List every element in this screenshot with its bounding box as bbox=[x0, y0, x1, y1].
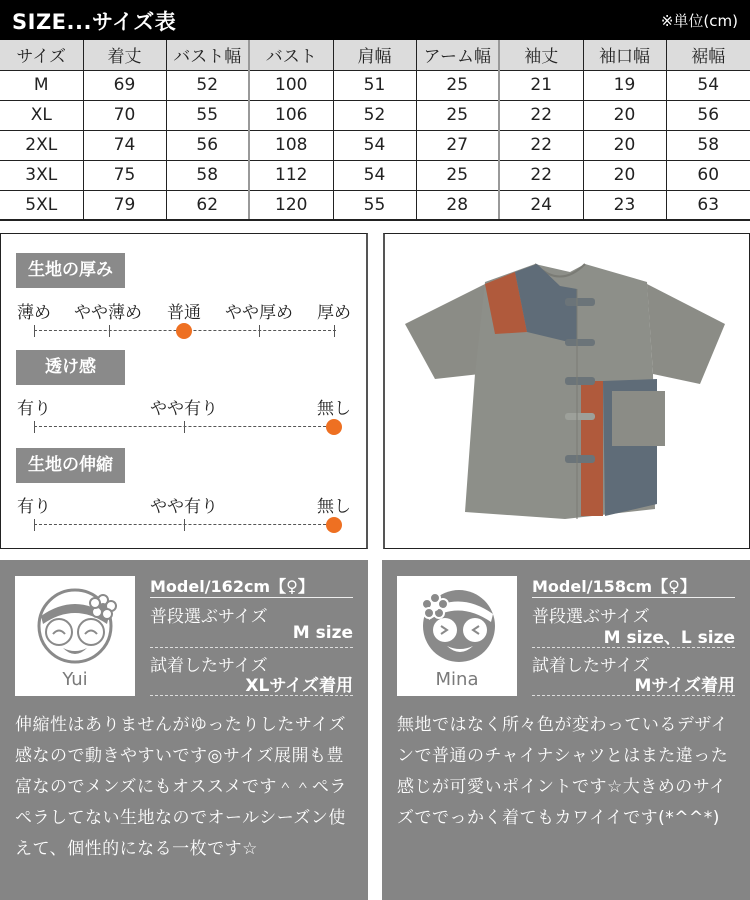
table-cell: 51 bbox=[333, 70, 416, 100]
stretch-label: 生地の伸縮 bbox=[16, 448, 125, 483]
product-photo bbox=[383, 233, 750, 549]
table-cell: 24 bbox=[499, 190, 583, 220]
usual-size-label: 普段選ぶサイズ bbox=[150, 607, 268, 627]
stretch-scale bbox=[1, 492, 367, 517]
model-comment: 伸縮性はありませんがゆったりしたサイズ感なので動きやすいです◎サイズ展開も豊富なのでメンズにもオススメです＾＾ペラペラしてない生地なのでオールシーズン使えて、個性的になる一枚です☆ bbox=[15, 715, 347, 859]
table-cell: 21 bbox=[499, 70, 583, 100]
table-cell: 112 bbox=[249, 160, 333, 190]
column-header: バスト幅 bbox=[166, 40, 249, 70]
table-cell: 22 bbox=[499, 100, 583, 130]
table-cell: 62 bbox=[166, 190, 249, 220]
divider bbox=[532, 647, 735, 648]
column-header: 着丈 bbox=[83, 40, 166, 70]
table-cell: 5XL bbox=[0, 190, 83, 220]
divider bbox=[150, 647, 353, 648]
table-cell: 25 bbox=[416, 160, 499, 190]
table-cell: 106 bbox=[249, 100, 333, 130]
shirt-image bbox=[385, 234, 749, 547]
scale-word: 普通 bbox=[167, 303, 201, 323]
table-cell: 108 bbox=[249, 130, 333, 160]
scale-word: 有り bbox=[17, 497, 51, 517]
divider bbox=[150, 597, 353, 598]
scale-word: やや有り bbox=[150, 497, 218, 517]
table-row bbox=[0, 100, 750, 130]
table-cell: 58 bbox=[166, 160, 249, 190]
scale-word: やや厚め bbox=[225, 303, 293, 323]
table-cell: 55 bbox=[333, 190, 416, 220]
thickness-meter bbox=[34, 325, 336, 337]
table-cell: 54 bbox=[333, 130, 416, 160]
table-row bbox=[0, 160, 750, 190]
page-title: SIZE...サイズ表 bbox=[12, 10, 177, 34]
table-cell: 3XL bbox=[0, 160, 83, 190]
usual-size-value: M size bbox=[292, 623, 353, 643]
stretch-indicator-dot bbox=[326, 517, 342, 533]
table-cell: 27 bbox=[416, 130, 499, 160]
table-cell: 20 bbox=[583, 100, 666, 130]
fabric-properties-panel bbox=[0, 233, 368, 549]
model-card-yui bbox=[0, 560, 368, 900]
column-header: バスト bbox=[249, 40, 333, 70]
scale-word: 無し bbox=[317, 497, 351, 517]
column-header: 袖口幅 bbox=[583, 40, 666, 70]
unit-note: ※単位(cm) bbox=[660, 12, 738, 30]
table-cell: M bbox=[0, 70, 83, 100]
divider bbox=[532, 597, 735, 598]
scale-word: 無し bbox=[317, 399, 351, 419]
scale-word: やや有り bbox=[150, 399, 218, 419]
model-height: Model/158cm【♀】 bbox=[532, 577, 696, 596]
size-table bbox=[0, 40, 750, 221]
table-cell: 22 bbox=[499, 160, 583, 190]
table-cell: 56 bbox=[666, 100, 750, 130]
transparency-meter bbox=[34, 421, 336, 433]
table-cell: 100 bbox=[249, 70, 333, 100]
table-row bbox=[0, 190, 750, 220]
table-cell: 20 bbox=[583, 130, 666, 160]
model-name: Mina bbox=[435, 669, 479, 690]
table-cell: 23 bbox=[583, 190, 666, 220]
table-row bbox=[0, 70, 750, 100]
thickness-indicator-dot bbox=[176, 323, 192, 339]
size-chart-header bbox=[0, 0, 750, 40]
usual-size-value: M size、L size bbox=[603, 628, 735, 648]
table-row bbox=[0, 130, 750, 160]
winking-face-icon bbox=[415, 582, 499, 666]
table-cell: 56 bbox=[166, 130, 249, 160]
table-cell: 60 bbox=[666, 160, 750, 190]
transparency-label: 透け感 bbox=[16, 350, 125, 385]
table-cell: 120 bbox=[249, 190, 333, 220]
transparency-indicator-dot bbox=[326, 419, 342, 435]
table-cell: 22 bbox=[499, 130, 583, 160]
table-cell: 2XL bbox=[0, 130, 83, 160]
table-cell: 75 bbox=[83, 160, 166, 190]
scale-word: 薄め bbox=[17, 303, 51, 323]
column-header: サイズ bbox=[0, 40, 83, 70]
column-header: 裾幅 bbox=[666, 40, 750, 70]
column-header: 肩幅 bbox=[333, 40, 416, 70]
table-cell: 25 bbox=[416, 70, 499, 100]
avatar bbox=[397, 576, 517, 696]
scale-word: やや薄め bbox=[74, 303, 142, 323]
stretch-meter bbox=[34, 519, 336, 531]
thickness-label: 生地の厚み bbox=[16, 253, 125, 288]
thickness-scale bbox=[1, 298, 367, 323]
tried-size-label: 試着したサイズ bbox=[150, 656, 268, 676]
table-cell: 54 bbox=[666, 70, 750, 100]
scale-word: 有り bbox=[17, 399, 51, 419]
table-cell: 79 bbox=[83, 190, 166, 220]
model-name: Yui bbox=[62, 669, 88, 690]
column-header: 袖丈 bbox=[499, 40, 583, 70]
tried-size-value: XLサイズ着用 bbox=[245, 676, 353, 696]
table-cell: 25 bbox=[416, 100, 499, 130]
table-cell: 63 bbox=[666, 190, 750, 220]
model-comment: 無地ではなく所々色が変わっているデザインで普通のチャイナシャツとはまた違った感じが可愛いポイントです☆大きめのサイズででっかく着てもカワイイです(*^^*) bbox=[397, 715, 729, 828]
usual-size-label: 普段選ぶサイズ bbox=[532, 607, 650, 627]
divider bbox=[150, 695, 353, 696]
column-header: アーム幅 bbox=[416, 40, 499, 70]
table-cell: 28 bbox=[416, 190, 499, 220]
tried-size-value: Mサイズ着用 bbox=[634, 676, 735, 696]
scale-word: 厚め bbox=[317, 303, 351, 323]
table-cell: 58 bbox=[666, 130, 750, 160]
tried-size-label: 試着したサイズ bbox=[532, 656, 650, 676]
model-card-mina bbox=[382, 560, 750, 900]
table-cell: 70 bbox=[83, 100, 166, 130]
transparency-scale bbox=[1, 394, 367, 419]
table-header-row bbox=[0, 40, 750, 70]
table-cell: 69 bbox=[83, 70, 166, 100]
table-cell: 20 bbox=[583, 160, 666, 190]
table-cell: XL bbox=[0, 100, 83, 130]
model-height: Model/162cm【♀】 bbox=[150, 577, 314, 596]
table-cell: 55 bbox=[166, 100, 249, 130]
table-cell: 54 bbox=[333, 160, 416, 190]
avatar bbox=[15, 576, 135, 696]
table-cell: 19 bbox=[583, 70, 666, 100]
divider bbox=[532, 695, 735, 696]
table-cell: 74 bbox=[83, 130, 166, 160]
smiling-face-icon bbox=[33, 582, 117, 666]
table-cell: 52 bbox=[166, 70, 249, 100]
table-cell: 52 bbox=[333, 100, 416, 130]
